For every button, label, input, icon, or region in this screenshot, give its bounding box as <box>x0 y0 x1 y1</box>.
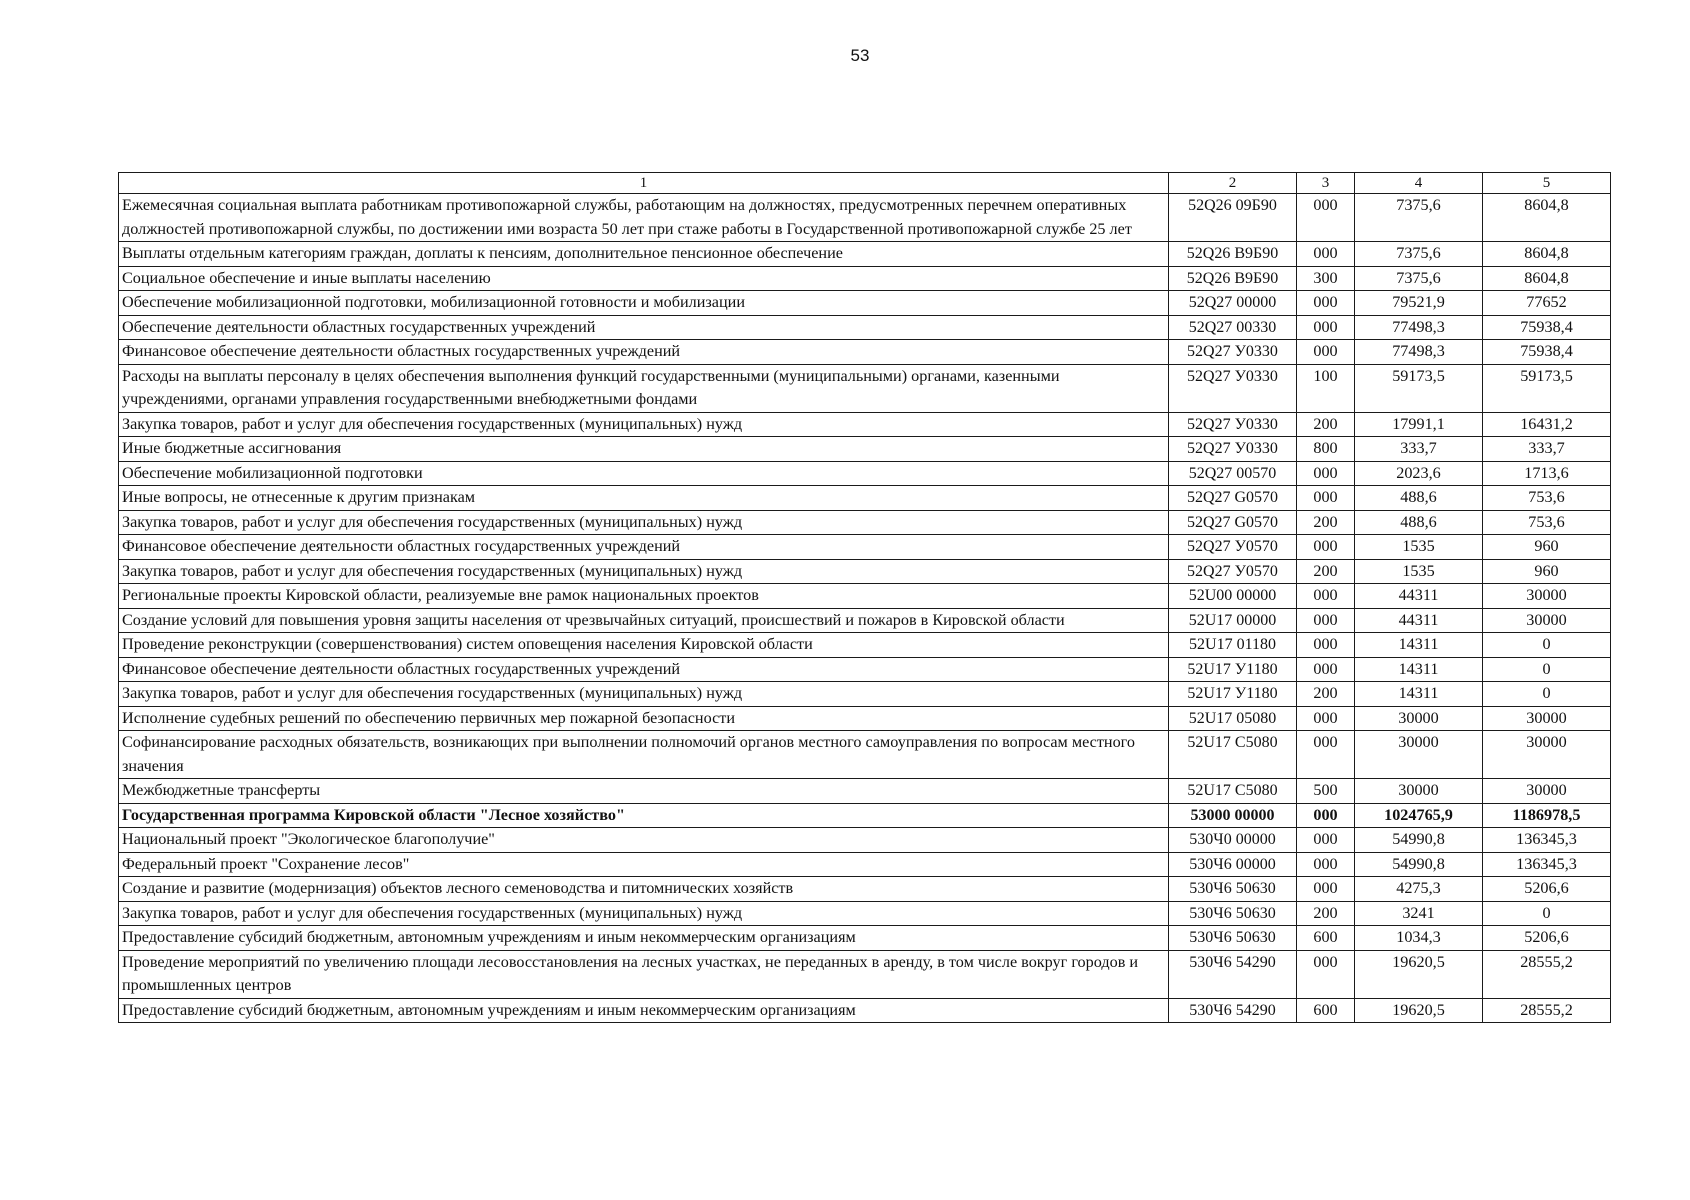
row-name: Выплаты отдельным категориям граждан, доплаты к пенсиям, дополнительное пенсионное обеспечение <box>119 242 1169 267</box>
row-value-col5: 8604,8 <box>1483 242 1611 267</box>
row-name: Закупка товаров, работ и услуг для обеспечения государственных (муниципальных) нужд <box>119 510 1169 535</box>
row-code: 52U17 00000 <box>1169 608 1297 633</box>
row-expense-type: 000 <box>1297 291 1355 316</box>
row-value-col4: 79521,9 <box>1355 291 1483 316</box>
table-header-row <box>119 173 1611 194</box>
table-row <box>119 535 1611 560</box>
row-code: 52Q27 00000 <box>1169 291 1297 316</box>
row-value-col4: 30000 <box>1355 731 1483 779</box>
header-col-3: 3 <box>1297 173 1355 194</box>
row-value-col4: 14311 <box>1355 657 1483 682</box>
row-value-col4: 1535 <box>1355 535 1483 560</box>
table-row <box>119 315 1611 340</box>
row-code: 52Q26 В9Б90 <box>1169 266 1297 291</box>
row-value-col4: 488,6 <box>1355 486 1483 511</box>
row-value-col4: 44311 <box>1355 608 1483 633</box>
row-expense-type: 000 <box>1297 852 1355 877</box>
row-expense-type: 200 <box>1297 559 1355 584</box>
row-name: Иные бюджетные ассигнования <box>119 437 1169 462</box>
row-code: 530Ч6 50630 <box>1169 877 1297 902</box>
row-value-col5: 75938,4 <box>1483 315 1611 340</box>
table-row <box>119 779 1611 804</box>
row-name: Закупка товаров, работ и услуг для обеспечения государственных (муниципальных) нужд <box>119 682 1169 707</box>
row-value-col5: 1186978,5 <box>1483 803 1611 828</box>
row-code: 52U17 У1180 <box>1169 657 1297 682</box>
row-value-col5: 30000 <box>1483 731 1611 779</box>
row-value-col4: 14311 <box>1355 682 1483 707</box>
row-expense-type: 600 <box>1297 998 1355 1023</box>
row-name: Проведение мероприятий по увеличению площади лесовосстановления на лесных участках, не переданных в аренду, в том числе вокруг городов и промышленных центров <box>119 950 1169 998</box>
row-code: 52U17 01180 <box>1169 633 1297 658</box>
row-value-col5: 8604,8 <box>1483 266 1611 291</box>
table-row <box>119 340 1611 365</box>
row-code: 52Q27 00330 <box>1169 315 1297 340</box>
row-value-col4: 7375,6 <box>1355 194 1483 242</box>
row-value-col4: 19620,5 <box>1355 950 1483 998</box>
row-value-col4: 7375,6 <box>1355 242 1483 267</box>
table-row <box>119 682 1611 707</box>
row-value-col5: 30000 <box>1483 584 1611 609</box>
row-name: Исполнение судебных решений по обеспечению первичных мер пожарной безопасности <box>119 706 1169 731</box>
row-name: Социальное обеспечение и иные выплаты населению <box>119 266 1169 291</box>
row-value-col5: 77652 <box>1483 291 1611 316</box>
row-value-col4: 1024765,9 <box>1355 803 1483 828</box>
row-expense-type: 800 <box>1297 437 1355 462</box>
table-row <box>119 559 1611 584</box>
row-code: 52Q27 G0570 <box>1169 486 1297 511</box>
table-row <box>119 852 1611 877</box>
row-code: 530Ч6 50630 <box>1169 901 1297 926</box>
row-code: 52U17 С5080 <box>1169 731 1297 779</box>
row-name: Расходы на выплаты персоналу в целях обеспечения выполнения функций государственными (муниципальными) органами, казенными учреждениями, органами управления государственными внебюджетными фондами <box>119 364 1169 412</box>
row-expense-type: 000 <box>1297 535 1355 560</box>
row-name: Обеспечение деятельности областных государственных учреждений <box>119 315 1169 340</box>
row-code: 530Ч6 54290 <box>1169 998 1297 1023</box>
table-row <box>119 291 1611 316</box>
row-expense-type: 100 <box>1297 364 1355 412</box>
row-name: Закупка товаров, работ и услуг для обеспечения государственных (муниципальных) нужд <box>119 412 1169 437</box>
row-value-col4: 333,7 <box>1355 437 1483 462</box>
table-row <box>119 633 1611 658</box>
row-value-col5: 30000 <box>1483 608 1611 633</box>
table-row <box>119 486 1611 511</box>
row-code: 530Ч0 00000 <box>1169 828 1297 853</box>
row-expense-type: 600 <box>1297 926 1355 951</box>
row-value-col5: 0 <box>1483 682 1611 707</box>
row-expense-type: 300 <box>1297 266 1355 291</box>
row-expense-type: 000 <box>1297 315 1355 340</box>
row-expense-type: 000 <box>1297 877 1355 902</box>
table-row <box>119 926 1611 951</box>
row-value-col5: 960 <box>1483 535 1611 560</box>
row-value-col5: 8604,8 <box>1483 194 1611 242</box>
header-col-2: 2 <box>1169 173 1297 194</box>
row-value-col4: 4275,3 <box>1355 877 1483 902</box>
row-name: Федеральный проект "Сохранение лесов" <box>119 852 1169 877</box>
table-row <box>119 950 1611 998</box>
row-expense-type: 200 <box>1297 510 1355 535</box>
row-value-col4: 77498,3 <box>1355 340 1483 365</box>
row-value-col5: 0 <box>1483 901 1611 926</box>
row-value-col4: 44311 <box>1355 584 1483 609</box>
row-code: 52Q27 У0330 <box>1169 340 1297 365</box>
row-value-col5: 59173,5 <box>1483 364 1611 412</box>
row-value-col4: 14311 <box>1355 633 1483 658</box>
row-value-col5: 16431,2 <box>1483 412 1611 437</box>
row-code: 52Q27 У0570 <box>1169 559 1297 584</box>
row-expense-type: 200 <box>1297 412 1355 437</box>
page-number: 53 <box>850 46 870 65</box>
row-code: 52U17 05080 <box>1169 706 1297 731</box>
row-value-col4: 30000 <box>1355 706 1483 731</box>
row-value-col4: 2023,6 <box>1355 461 1483 486</box>
row-code: 530Ч6 00000 <box>1169 852 1297 877</box>
row-name: Финансовое обеспечение деятельности областных государственных учреждений <box>119 657 1169 682</box>
table-row <box>119 901 1611 926</box>
row-expense-type: 000 <box>1297 803 1355 828</box>
row-name: Региональные проекты Кировской области, реализуемые вне рамок национальных проектов <box>119 584 1169 609</box>
table-row <box>119 828 1611 853</box>
row-code: 52Q27 G0570 <box>1169 510 1297 535</box>
table-row <box>119 877 1611 902</box>
table-row <box>119 437 1611 462</box>
row-name: Ежемесячная социальная выплата работникам противопожарной службы, работающим на должностях, предусмотренных перечнем оперативных должностей противопожарной службы, по достижении ими возраста 50 лет при стаже работы в Государственной противопожарной службе 25 лет <box>119 194 1169 242</box>
table-row <box>119 364 1611 412</box>
row-expense-type: 000 <box>1297 486 1355 511</box>
table-row <box>119 461 1611 486</box>
row-name: Национальный проект "Экологическое благополучие" <box>119 828 1169 853</box>
row-code: 53000 00000 <box>1169 803 1297 828</box>
row-name: Межбюджетные трансферты <box>119 779 1169 804</box>
row-name: Софинансирование расходных обязательств, возникающих при выполнении полномочий органов местного самоуправления по вопросам местного значения <box>119 731 1169 779</box>
row-value-col5: 753,6 <box>1483 486 1611 511</box>
row-name: Обеспечение мобилизационной подготовки <box>119 461 1169 486</box>
row-code: 52Q26 В9Б90 <box>1169 242 1297 267</box>
row-value-col5: 0 <box>1483 633 1611 658</box>
row-code: 52U17 С5080 <box>1169 779 1297 804</box>
row-value-col4: 77498,3 <box>1355 315 1483 340</box>
row-name: Создание и развитие (модернизация) объектов лесного семеноводства и питомнических хозяйств <box>119 877 1169 902</box>
row-code: 52U00 00000 <box>1169 584 1297 609</box>
table-body <box>119 194 1611 1023</box>
row-expense-type: 000 <box>1297 657 1355 682</box>
row-value-col5: 28555,2 <box>1483 950 1611 998</box>
table-row <box>119 803 1611 828</box>
row-expense-type: 200 <box>1297 901 1355 926</box>
table-row <box>119 266 1611 291</box>
row-expense-type: 500 <box>1297 779 1355 804</box>
row-code: 52Q27 У0330 <box>1169 412 1297 437</box>
budget-table <box>118 172 1611 1023</box>
row-expense-type: 000 <box>1297 194 1355 242</box>
row-value-col4: 19620,5 <box>1355 998 1483 1023</box>
row-value-col5: 28555,2 <box>1483 998 1611 1023</box>
table-row <box>119 412 1611 437</box>
row-name: Проведение реконструкции (совершенствования) систем оповещения населения Кировской области <box>119 633 1169 658</box>
row-name: Закупка товаров, работ и услуг для обеспечения государственных (муниципальных) нужд <box>119 559 1169 584</box>
row-value-col4: 54990,8 <box>1355 828 1483 853</box>
header-col-5: 5 <box>1483 173 1611 194</box>
row-code: 52Q27 У0330 <box>1169 364 1297 412</box>
row-name: Предоставление субсидий бюджетным, автономным учреждениям и иным некоммерческим организациям <box>119 926 1169 951</box>
row-expense-type: 000 <box>1297 706 1355 731</box>
table-row <box>119 998 1611 1023</box>
row-value-col5: 136345,3 <box>1483 828 1611 853</box>
row-name: Финансовое обеспечение деятельности областных государственных учреждений <box>119 535 1169 560</box>
row-code: 52Q27 00570 <box>1169 461 1297 486</box>
row-name: Обеспечение мобилизационной подготовки, мобилизационной готовности и мобилизации <box>119 291 1169 316</box>
row-value-col4: 7375,6 <box>1355 266 1483 291</box>
row-value-col5: 333,7 <box>1483 437 1611 462</box>
row-code: 530Ч6 54290 <box>1169 950 1297 998</box>
table-row <box>119 731 1611 779</box>
row-value-col4: 17991,1 <box>1355 412 1483 437</box>
row-value-col5: 0 <box>1483 657 1611 682</box>
table-row <box>119 657 1611 682</box>
row-value-col4: 3241 <box>1355 901 1483 926</box>
row-expense-type: 000 <box>1297 950 1355 998</box>
row-name: Предоставление субсидий бюджетным, автономным учреждениям и иным некоммерческим организациям <box>119 998 1169 1023</box>
row-value-col5: 5206,6 <box>1483 877 1611 902</box>
row-value-col4: 59173,5 <box>1355 364 1483 412</box>
row-code: 52U17 У1180 <box>1169 682 1297 707</box>
row-value-col5: 136345,3 <box>1483 852 1611 877</box>
table-row <box>119 510 1611 535</box>
row-expense-type: 000 <box>1297 828 1355 853</box>
row-value-col5: 960 <box>1483 559 1611 584</box>
row-value-col4: 1535 <box>1355 559 1483 584</box>
row-value-col5: 75938,4 <box>1483 340 1611 365</box>
row-value-col4: 54990,8 <box>1355 852 1483 877</box>
row-name: Иные вопросы, не отнесенные к другим признакам <box>119 486 1169 511</box>
row-name: Государственная программа Кировской области "Лесное хозяйство" <box>119 803 1169 828</box>
row-value-col5: 5206,6 <box>1483 926 1611 951</box>
table-row <box>119 584 1611 609</box>
row-value-col5: 30000 <box>1483 706 1611 731</box>
row-code: 52Q27 У0570 <box>1169 535 1297 560</box>
row-expense-type: 000 <box>1297 731 1355 779</box>
row-name: Закупка товаров, работ и услуг для обеспечения государственных (муниципальных) нужд <box>119 901 1169 926</box>
row-value-col5: 1713,6 <box>1483 461 1611 486</box>
row-expense-type: 000 <box>1297 461 1355 486</box>
row-expense-type: 000 <box>1297 340 1355 365</box>
row-expense-type: 000 <box>1297 608 1355 633</box>
row-name: Финансовое обеспечение деятельности областных государственных учреждений <box>119 340 1169 365</box>
table-row <box>119 242 1611 267</box>
table-row <box>119 706 1611 731</box>
row-expense-type: 000 <box>1297 242 1355 267</box>
table-row <box>119 608 1611 633</box>
row-code: 52Q26 09Б90 <box>1169 194 1297 242</box>
header-col-1: 1 <box>119 173 1169 194</box>
row-value-col4: 488,6 <box>1355 510 1483 535</box>
row-expense-type: 000 <box>1297 584 1355 609</box>
row-code: 530Ч6 50630 <box>1169 926 1297 951</box>
header-col-4: 4 <box>1355 173 1483 194</box>
table-row <box>119 194 1611 242</box>
row-value-col4: 1034,3 <box>1355 926 1483 951</box>
row-expense-type: 200 <box>1297 682 1355 707</box>
row-expense-type: 000 <box>1297 633 1355 658</box>
row-value-col4: 30000 <box>1355 779 1483 804</box>
row-value-col5: 30000 <box>1483 779 1611 804</box>
row-value-col5: 753,6 <box>1483 510 1611 535</box>
row-name: Создание условий для повышения уровня защиты населения от чрезвычайных ситуаций, происшествий и пожаров в Кировской области <box>119 608 1169 633</box>
row-code: 52Q27 У0330 <box>1169 437 1297 462</box>
